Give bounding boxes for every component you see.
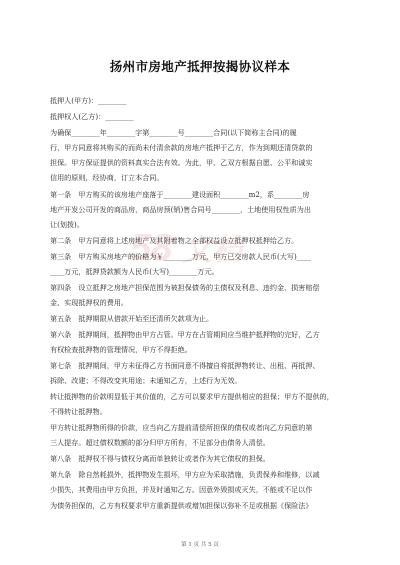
body-line: 第五条 抵押期限从借款开始至还清所欠款项为止。 [50,314,214,323]
body-line: 有权检查抵押物的管理情况，甲方不得拒绝。 [50,345,192,354]
svg-text:58: 58 [130,227,173,269]
body-line: 第四条 设立抵押之房地产担保范围为被担保债务的主债权及利息、违约金、损害赔偿 [50,283,320,292]
body-line: 为确保________年________字第________号________合同(以下简称主合同)的履 [50,128,297,137]
body-line: 第九条 除自然耗损外，抵押物发生损坏，甲方应为采取措施，负责保养和维修，以减 [50,470,320,479]
body-line: 行，甲方同意将其购买的而尚未付清余款的房地产抵押于乙方，作为到期还清贷款的 [50,143,313,152]
body-line: 地产开发公司开发的商品房，商品房预(销)售合同号________，土地使用权性质为出 [50,205,311,214]
body-line: 担保。甲方保证提供的资料真实合法有效。为此，甲、乙双方根据自愿、公平和诚实 [50,158,313,167]
body-line: 抵押人(甲方)：________ [50,96,127,105]
body-line: ____万元，抵押贷款额为人民币(大写)________万元。 [50,267,219,276]
body-line: 拆除、改建；不得改变其用途；未通知乙方，上述行为无效。 [50,376,242,385]
document-title: 扬州市房地产抵押按揭协议样本 [109,59,291,74]
svg-text:文档: 文档 [182,234,242,267]
page-number: 第 1 页 共 5 页 [181,542,219,548]
body-line: 信用的原则，经协商，订立本合同。 [50,173,164,182]
body-line: 甲方转让抵押物所得的价款，应当向乙方提前清偿所担保的债权或者向乙方同意的第 [50,423,313,432]
body-line: 不得转让抵押物。 [50,407,107,416]
body-line: 让(划拨)。 [50,220,84,229]
body-line: 第三条 甲方购买房地产的价格为￥________万元，甲方已交房款人民币(大写)____ [50,252,311,261]
body-line: 三人提存。超过债权数额的部分归甲方所有，不足部分由债务人清偿。 [50,438,270,447]
body-line: 第二条 甲方同意将上述房地产及其附着物之全部权益设立抵押权抵押给乙方。 [50,236,299,245]
body-line: 第八条 抵押权不得与债权分离而单独转让或者作为其它债权的担保。 [50,454,270,463]
body-line: 为债务担保的，乙方有权要求甲方重新提供或增加担保以弥补不足或根据《保险法》 [50,501,313,510]
body-line: 第七条 抵押期间，甲方未征得乙方书面同意不得擅自将抵押物转让、出租、再抵押、 [50,361,320,370]
body-line: 金、实现抵押权的费用。 [50,298,129,307]
body-line: 抵押权人(乙方)：________ [50,112,134,121]
body-line: 少损失，其费用由甲方负担，并及时通知乙方。因意外毁损或灭失，不能或不足以作 [50,485,313,494]
body-line: 第六条 抵押期间，抵押物由甲方占管。甲方在占管期间应当维护抵押物的完好，乙方 [50,330,320,339]
body-line: 转让抵押物的价款明显低于其价值的，乙方可以要求甲方提供相应的担保；甲方不提供的， [50,392,334,401]
body-line: 第一条 甲方购买的该房地产座落于________建设面积________m2，系________房 [50,190,310,199]
